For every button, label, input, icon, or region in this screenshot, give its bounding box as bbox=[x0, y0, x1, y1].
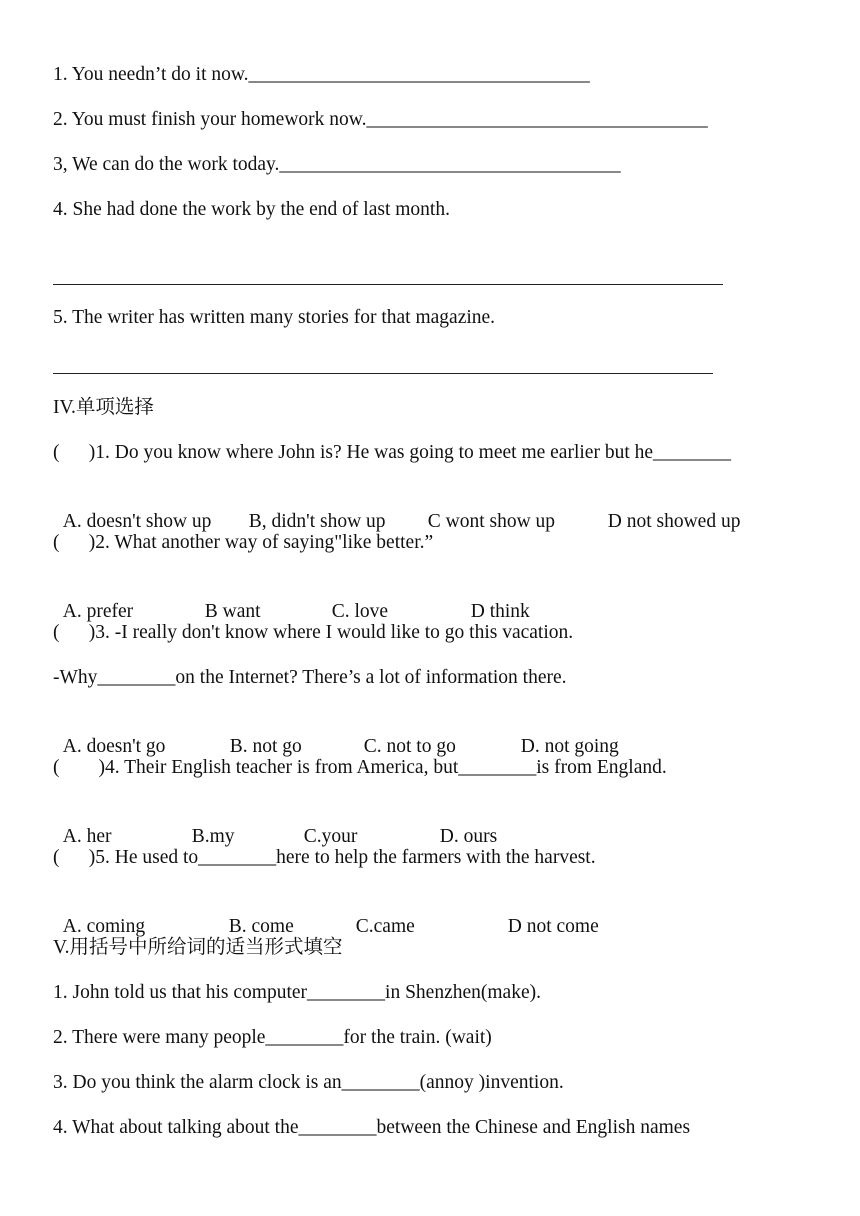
option-c: C wont show up bbox=[427, 511, 556, 532]
fill-q2: 2. There were many people________for the train. (wait) bbox=[53, 1027, 492, 1048]
fill-q1: 1. John told us that his computer________in Shenzhen(make). bbox=[53, 982, 541, 1003]
option-a: A. doesn't go bbox=[62, 736, 166, 757]
mc-q2-options bbox=[53, 576, 530, 624]
section-iv-heading: IV.单项选择 bbox=[53, 397, 154, 418]
answer-line-5 bbox=[53, 373, 713, 374]
mc-q1-options bbox=[53, 486, 740, 534]
option-d: D not come bbox=[507, 916, 599, 937]
q3-2: 2. You must finish your homework now.___________________________________ bbox=[53, 109, 708, 130]
mc-q4-options bbox=[53, 801, 497, 849]
option-d: D think bbox=[470, 601, 530, 622]
option-b: B.my bbox=[191, 826, 235, 847]
option-d: D. ours bbox=[439, 826, 498, 847]
q3-1: 1. You needn’t do it now.___________________________________ bbox=[53, 64, 590, 85]
option-d: D not showed up bbox=[607, 511, 741, 532]
section-v-heading: V.用括号中所给词的适当形式填空 bbox=[53, 937, 343, 958]
mc-q3-stem2: -Why________on the Internet? There’s a lot of information there. bbox=[53, 667, 567, 688]
option-b: B. come bbox=[228, 916, 294, 937]
option-b: B. not go bbox=[229, 736, 302, 757]
option-d: D. not going bbox=[520, 736, 619, 757]
option-a: A. her bbox=[62, 826, 112, 847]
mc-q3-stem: ( )3. -I really don't know where I would like to go this vacation. bbox=[53, 622, 574, 643]
q3-5: 5. The writer has written many stories for that magazine. bbox=[53, 307, 496, 328]
option-b: B, didn't show up bbox=[248, 511, 386, 532]
mc-q4-stem: ( )4. Their English teacher is from America, but________is from England. bbox=[53, 757, 667, 778]
option-c: C.your bbox=[303, 826, 358, 847]
option-a: A. prefer bbox=[62, 601, 134, 622]
q3-3: 3, We can do the work today.___________________________________ bbox=[53, 154, 621, 175]
option-b: B want bbox=[204, 601, 261, 622]
q3-4: 4. She had done the work by the end of last month. bbox=[53, 199, 450, 220]
option-c: C. not to go bbox=[363, 736, 456, 757]
mc-q3-options bbox=[53, 711, 619, 759]
option-c: C.came bbox=[355, 916, 415, 937]
fill-q4: 4. What about talking about the________between the Chinese and English names bbox=[53, 1117, 691, 1138]
fill-q3: 3. Do you think the alarm clock is an________(annoy )invention. bbox=[53, 1072, 564, 1093]
option-a: A. coming bbox=[62, 916, 146, 937]
mc-q5-options bbox=[53, 891, 599, 939]
option-c: C. love bbox=[331, 601, 389, 622]
mc-q1-stem: ( )1. Do you know where John is? He was going to meet me earlier but he________ bbox=[53, 442, 732, 463]
option-a: A. doesn't show up bbox=[62, 511, 212, 532]
mc-q2-stem: ( )2. What another way of saying"like better.” bbox=[53, 532, 434, 553]
answer-line-4 bbox=[53, 284, 723, 285]
mc-q5-stem: ( )5. He used to________here to help the farmers with the harvest. bbox=[53, 847, 596, 868]
